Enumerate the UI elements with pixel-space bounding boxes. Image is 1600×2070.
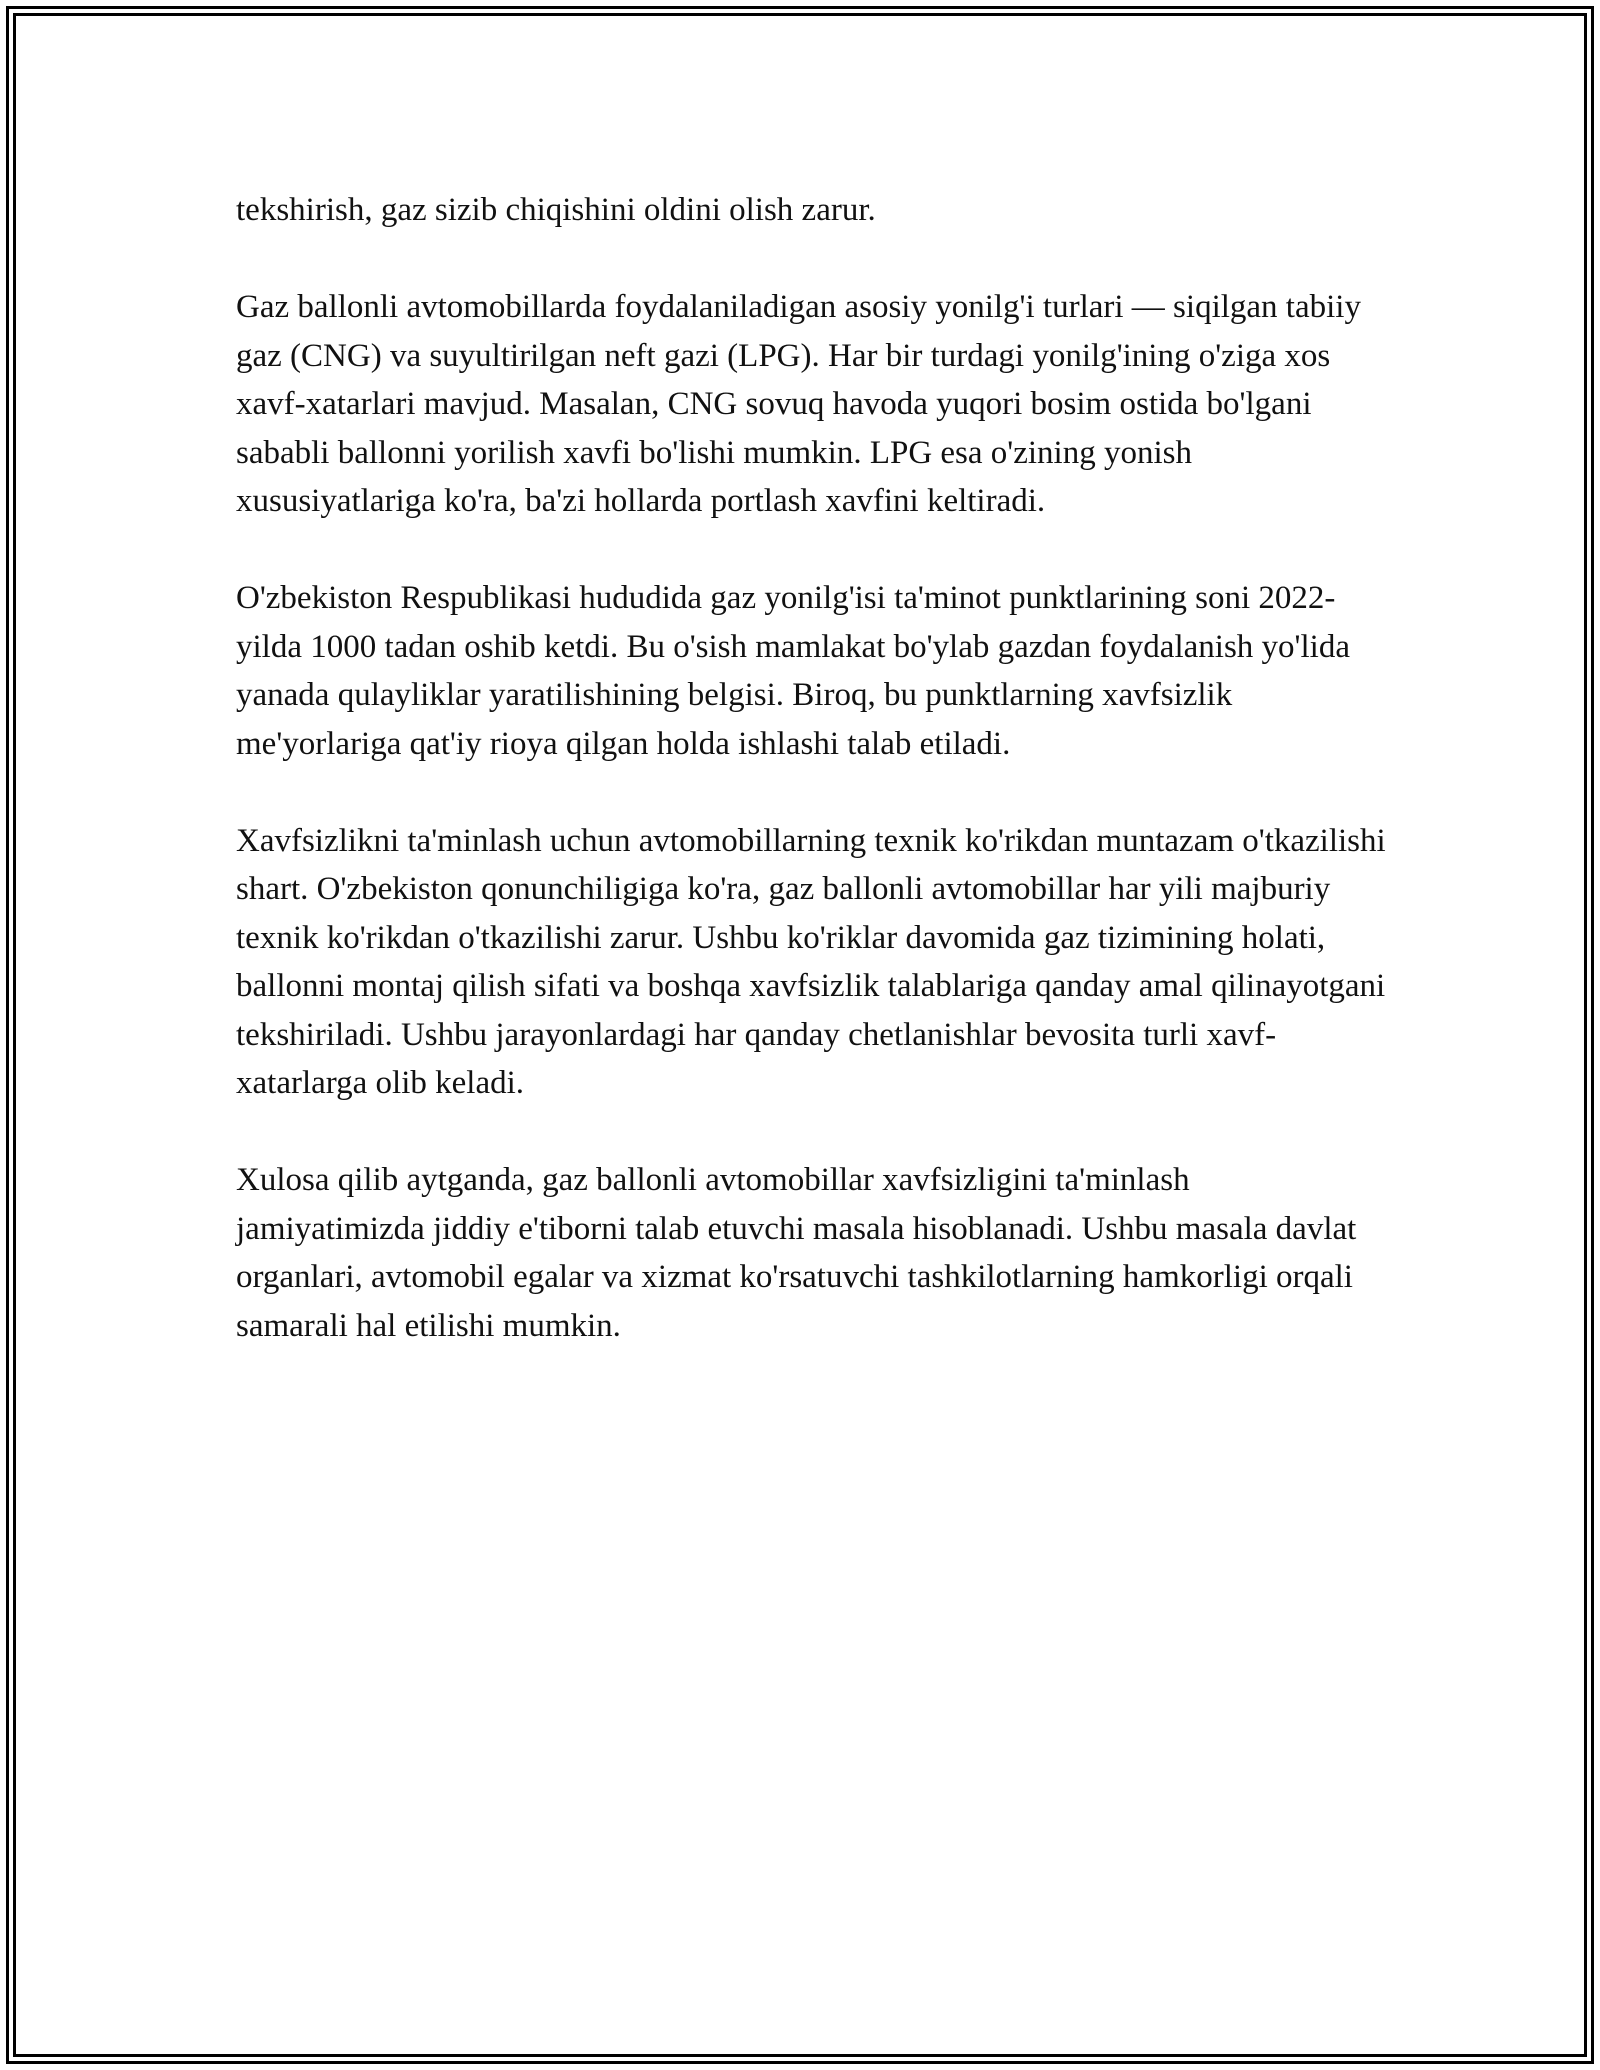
- paragraph-fuel-types: Gaz ballonli avtomobillarda foydalaniladigan asosiy yonilg'i turlari — siqilgan tabiiy gaz (CNG) va suyultirilgan neft gazi (LPG). Har bir turdagi yonilg'ining o'ziga xos xavf-xatarlari mavjud. Masalan, CNG sovuq havoda yuqori bosim ostida bo'lgani sababli ballonni yorilish xavfi bo'lishi mumkin. LPG esa o'zining yonish xususiyatlariga ko'ra, ba'zi hollarda portlash xavfini keltiradi.: [236, 289, 1361, 519]
- document-body: [236, 186, 1386, 1399]
- paragraph-continuation: tekshirish, gaz sizib chiqishini oldini olish zarur.: [236, 192, 876, 228]
- paragraph-technical-inspection: Xavfsizlikni ta'minlash uchun avtomobillarning texnik ko'rikdan muntazam o'tkazilishi shart. O'zbekiston qonunchiligiga ko'ra, gaz ballonli avtomobillar har yili majburiy texnik ko'rikdan o'tkazilishi zarur. Ushbu ko'riklar davomida gaz tizimining holati, ballonni montaj qilish sifati va boshqa xavfsizlik talablariga qanday amal qilinayotgani tekshiriladi. Ushbu jarayonlardagi har qanday chetlanishlar bevosita turli xavf-xatarlarga olib keladi.: [236, 822, 1386, 1101]
- paragraph-supply-points: O'zbekiston Respublikasi hududida gaz yonilg'isi ta'minot punktlarining soni 2022-yilda 1000 tadan oshib ketdi. Bu o'sish mamlakat bo'ylab gazdan foydalanish yo'lida yanada qulayliklar yaratilishining belgisi. Biroq, bu punktlarning xavfsizlik me'yorlariga qat'iy rioya qilgan holda ishlashi talab etiladi.: [236, 580, 1350, 762]
- paragraph-conclusion: Xulosa qilib aytganda, gaz ballonli avtomobillar xavfsizligini ta'minlash jamiyatimizda jiddiy e'tiborni talab etuvchi masala hisoblanadi. Ushbu masala davlat organlari, avtomobil egalar va xizmat ko'rsatuvchi tashkilotlarning hamkorligi orqali samarali hal etilishi mumkin.: [236, 1162, 1357, 1344]
